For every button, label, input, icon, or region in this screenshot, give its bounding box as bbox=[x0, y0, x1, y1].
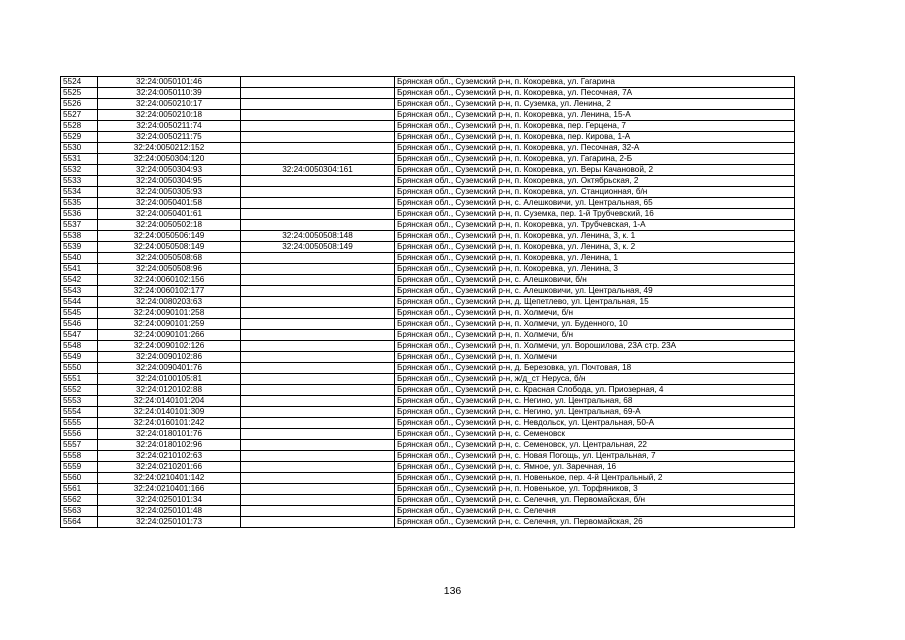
address-cell: Брянская обл., Суземский р-н, д. Щепетлево, ул. Центральная, 15 bbox=[395, 297, 795, 308]
table-row bbox=[61, 121, 795, 132]
address-cell: Брянская обл., Суземский р-н, с. Негино, ул. Центральная, 68 bbox=[395, 396, 795, 407]
address-cell: Брянская обл., Суземский р-н, п. Кокоревка, ул. Станционная, б/н bbox=[395, 187, 795, 198]
address-cell: Брянская обл., Суземский р-н, д. Березовка, ул. Почтовая, 18 bbox=[395, 363, 795, 374]
cadastral-number-cell: 32:24:0050508:96 bbox=[98, 264, 241, 275]
table-row bbox=[61, 506, 795, 517]
row-number-cell: 5538 bbox=[61, 231, 98, 242]
row-number-cell: 5537 bbox=[61, 220, 98, 231]
address-cell: Брянская обл., Суземский р-н, п. Холмечи, б/н bbox=[395, 308, 795, 319]
address-cell: Брянская обл., Суземский р-н, п. Кокоревка, ул. Октябрьская, 2 bbox=[395, 176, 795, 187]
cadastral-number-cell: 32:24:0050304:93 bbox=[98, 165, 241, 176]
address-cell: Брянская обл., Суземский р-н, с. Селечня, ул. Первомайская, б/н bbox=[395, 495, 795, 506]
table-row bbox=[61, 374, 795, 385]
registry-table bbox=[60, 76, 795, 528]
cadastral-number-cell: 32:24:0180101:76 bbox=[98, 429, 241, 440]
cadastral-number-cell: 32:24:0050506:149 bbox=[98, 231, 241, 242]
row-number-cell: 5545 bbox=[61, 308, 98, 319]
row-number-cell: 5553 bbox=[61, 396, 98, 407]
row-number-cell: 5559 bbox=[61, 462, 98, 473]
table-row bbox=[61, 440, 795, 451]
table-row bbox=[61, 319, 795, 330]
cadastral-number-cell: 32:24:0090101:259 bbox=[98, 319, 241, 330]
parent-cadastral-number-cell bbox=[241, 132, 395, 143]
address-cell: Брянская обл., Суземский р-н, п. Кокоревка, ул. Ленина, 3 bbox=[395, 264, 795, 275]
table-row bbox=[61, 264, 795, 275]
parent-cadastral-number-cell: 32:24:0050508:148 bbox=[241, 231, 395, 242]
address-cell: Брянская обл., Суземский р-н, п. Кокоревка, ул. Песочная, 7А bbox=[395, 88, 795, 99]
cadastral-number-cell: 32:24:0210102:63 bbox=[98, 451, 241, 462]
cadastral-number-cell: 32:24:0090102:86 bbox=[98, 352, 241, 363]
parent-cadastral-number-cell bbox=[241, 209, 395, 220]
parent-cadastral-number-cell bbox=[241, 253, 395, 264]
row-number-cell: 5549 bbox=[61, 352, 98, 363]
cadastral-number-cell: 32:24:0210401:142 bbox=[98, 473, 241, 484]
table-row bbox=[61, 242, 795, 253]
cadastral-number-cell: 32:24:0090102:126 bbox=[98, 341, 241, 352]
cadastral-number-cell: 32:24:0140101:204 bbox=[98, 396, 241, 407]
row-number-cell: 5525 bbox=[61, 88, 98, 99]
row-number-cell: 5546 bbox=[61, 319, 98, 330]
cadastral-number-cell: 32:24:0050101:46 bbox=[98, 77, 241, 88]
table-row bbox=[61, 495, 795, 506]
address-cell: Брянская обл., Суземский р-н, п. Холмечи, б/н bbox=[395, 330, 795, 341]
row-number-cell: 5535 bbox=[61, 198, 98, 209]
table-row bbox=[61, 88, 795, 99]
parent-cadastral-number-cell bbox=[241, 363, 395, 374]
parent-cadastral-number-cell bbox=[241, 110, 395, 121]
cadastral-number-cell: 32:24:0050508:68 bbox=[98, 253, 241, 264]
address-cell: Брянская обл., Суземский р-н, п. Холмечи, ул. Буденного, 10 bbox=[395, 319, 795, 330]
parent-cadastral-number-cell bbox=[241, 198, 395, 209]
address-cell: Брянская обл., Суземский р-н, п. Кокоревка, пер. Герцена, 7 bbox=[395, 121, 795, 132]
address-cell: Брянская обл., Суземский р-н, п. Кокоревка, ул. Гагарина, 2-Б bbox=[395, 154, 795, 165]
cadastral-number-cell: 32:24:0050212:152 bbox=[98, 143, 241, 154]
address-cell: Брянская обл., Суземский р-н, п. Кокоревка, пер. Кирова, 1-А bbox=[395, 132, 795, 143]
address-cell: Брянская обл., Суземский р-н, п. Новенькое, ул. Торфяников, 3 bbox=[395, 484, 795, 495]
address-cell: Брянская обл., Суземский р-н, с. Новая Погощь, ул. Центральная, 7 bbox=[395, 451, 795, 462]
table-row bbox=[61, 330, 795, 341]
address-cell: Брянская обл., Суземский р-н, п. Суземка, пер. 1-й Трубчевский, 16 bbox=[395, 209, 795, 220]
row-number-cell: 5524 bbox=[61, 77, 98, 88]
table-row bbox=[61, 110, 795, 121]
parent-cadastral-number-cell bbox=[241, 77, 395, 88]
parent-cadastral-number-cell: 32:24:0050508:149 bbox=[241, 242, 395, 253]
address-cell: Брянская обл., Суземский р-н, п. Кокоревка, ул. Гагарина bbox=[395, 77, 795, 88]
cadastral-number-cell: 32:24:0050110:39 bbox=[98, 88, 241, 99]
cadastral-number-cell: 32:24:0050210:17 bbox=[98, 99, 241, 110]
table-row bbox=[61, 220, 795, 231]
table-row bbox=[61, 198, 795, 209]
row-number-cell: 5533 bbox=[61, 176, 98, 187]
address-cell: Брянская обл., Суземский р-н, п. Кокоревка, ул. Ленина, 1 bbox=[395, 253, 795, 264]
address-cell: Брянская обл., Суземский р-н, с. Алешковичи, ул. Центральная, 65 bbox=[395, 198, 795, 209]
row-number-cell: 5560 bbox=[61, 473, 98, 484]
address-cell: Брянская обл., Суземский р-н, п. Новенькое, пер. 4-й Центральный, 2 bbox=[395, 473, 795, 484]
row-number-cell: 5554 bbox=[61, 407, 98, 418]
cadastral-number-cell: 32:24:0050401:61 bbox=[98, 209, 241, 220]
address-cell: Брянская обл., Суземский р-н, с. Семеновск, ул. Центральная, 22 bbox=[395, 440, 795, 451]
parent-cadastral-number-cell bbox=[241, 286, 395, 297]
address-cell: Брянская обл., Суземский р-н, с. Невдольск, ул. Центральная, 50-А bbox=[395, 418, 795, 429]
parent-cadastral-number-cell bbox=[241, 352, 395, 363]
parent-cadastral-number-cell bbox=[241, 440, 395, 451]
row-number-cell: 5551 bbox=[61, 374, 98, 385]
row-number-cell: 5558 bbox=[61, 451, 98, 462]
table-row bbox=[61, 143, 795, 154]
parent-cadastral-number-cell bbox=[241, 429, 395, 440]
parent-cadastral-number-cell bbox=[241, 264, 395, 275]
table-row bbox=[61, 132, 795, 143]
table-row bbox=[61, 484, 795, 495]
parent-cadastral-number-cell bbox=[241, 495, 395, 506]
row-number-cell: 5539 bbox=[61, 242, 98, 253]
parent-cadastral-number-cell bbox=[241, 330, 395, 341]
row-number-cell: 5557 bbox=[61, 440, 98, 451]
address-cell: Брянская обл., Суземский р-н, с. Негино, ул. Центральная, 69-А bbox=[395, 407, 795, 418]
table-row bbox=[61, 429, 795, 440]
cadastral-number-cell: 32:24:0210201:66 bbox=[98, 462, 241, 473]
table-row bbox=[61, 253, 795, 264]
table-row bbox=[61, 286, 795, 297]
address-cell: Брянская обл., Суземский р-н, п. Холмечи, ул. Ворошилова, 23А стр. 23А bbox=[395, 341, 795, 352]
parent-cadastral-number-cell bbox=[241, 385, 395, 396]
parent-cadastral-number-cell bbox=[241, 484, 395, 495]
table-row bbox=[61, 187, 795, 198]
address-cell: Брянская обл., Суземский р-н, ж/д_ст Неруса, б/н bbox=[395, 374, 795, 385]
parent-cadastral-number-cell bbox=[241, 319, 395, 330]
row-number-cell: 5530 bbox=[61, 143, 98, 154]
address-cell: Брянская обл., Суземский р-н, п. Кокоревка, ул. Ленина, 3, к. 2 bbox=[395, 242, 795, 253]
cadastral-number-cell: 32:24:0100105:81 bbox=[98, 374, 241, 385]
row-number-cell: 5541 bbox=[61, 264, 98, 275]
table-row bbox=[61, 352, 795, 363]
cadastral-number-cell: 32:24:0140101:309 bbox=[98, 407, 241, 418]
row-number-cell: 5542 bbox=[61, 275, 98, 286]
address-cell: Брянская обл., Суземский р-н, с. Селечня bbox=[395, 506, 795, 517]
cadastral-number-cell: 32:24:0050304:95 bbox=[98, 176, 241, 187]
address-cell: Брянская обл., Суземский р-н, п. Кокоревка, ул. Ленина, 15-А bbox=[395, 110, 795, 121]
cadastral-number-cell: 32:24:0060102:156 bbox=[98, 275, 241, 286]
address-cell: Брянская обл., Суземский р-н, с. Семеновск bbox=[395, 429, 795, 440]
table-row bbox=[61, 407, 795, 418]
address-cell: Брянская обл., Суземский р-н, п. Кокоревка, ул. Трубчевская, 1-А bbox=[395, 220, 795, 231]
row-number-cell: 5547 bbox=[61, 330, 98, 341]
table-row bbox=[61, 473, 795, 484]
address-cell: Брянская обл., Суземский р-н, с. Алешковичи, ул. Центральная, 49 bbox=[395, 286, 795, 297]
cadastral-number-cell: 32:24:0050502:18 bbox=[98, 220, 241, 231]
parent-cadastral-number-cell bbox=[241, 176, 395, 187]
parent-cadastral-number-cell bbox=[241, 462, 395, 473]
row-number-cell: 5555 bbox=[61, 418, 98, 429]
table-row bbox=[61, 363, 795, 374]
table-row bbox=[61, 165, 795, 176]
parent-cadastral-number-cell bbox=[241, 143, 395, 154]
table-row bbox=[61, 176, 795, 187]
row-number-cell: 5529 bbox=[61, 132, 98, 143]
row-number-cell: 5548 bbox=[61, 341, 98, 352]
parent-cadastral-number-cell bbox=[241, 341, 395, 352]
row-number-cell: 5556 bbox=[61, 429, 98, 440]
parent-cadastral-number-cell: 32:24:0050304:161 bbox=[241, 165, 395, 176]
parent-cadastral-number-cell bbox=[241, 220, 395, 231]
row-number-cell: 5527 bbox=[61, 110, 98, 121]
address-cell: Брянская обл., Суземский р-н, п. Кокоревка, ул. Ленина, 3, к. 1 bbox=[395, 231, 795, 242]
cadastral-number-cell: 32:24:0050305:93 bbox=[98, 187, 241, 198]
table-row bbox=[61, 297, 795, 308]
parent-cadastral-number-cell bbox=[241, 517, 395, 528]
parent-cadastral-number-cell bbox=[241, 506, 395, 517]
row-number-cell: 5531 bbox=[61, 154, 98, 165]
parent-cadastral-number-cell bbox=[241, 374, 395, 385]
address-cell: Брянская обл., Суземский р-н, п. Кокоревка, ул. Песочная, 32-А bbox=[395, 143, 795, 154]
parent-cadastral-number-cell bbox=[241, 187, 395, 198]
address-cell: Брянская обл., Суземский р-н, п. Суземка, ул. Ленина, 2 bbox=[395, 99, 795, 110]
row-number-cell: 5550 bbox=[61, 363, 98, 374]
address-cell: Брянская обл., Суземский р-н, п. Холмечи bbox=[395, 352, 795, 363]
parent-cadastral-number-cell bbox=[241, 451, 395, 462]
row-number-cell: 5552 bbox=[61, 385, 98, 396]
table-row bbox=[61, 462, 795, 473]
cadastral-number-cell: 32:24:0250101:73 bbox=[98, 517, 241, 528]
cadastral-number-cell: 32:24:0050211:75 bbox=[98, 132, 241, 143]
address-cell: Брянская обл., Суземский р-н, с. Алешковичи, б/н bbox=[395, 275, 795, 286]
table-row bbox=[61, 231, 795, 242]
table-row bbox=[61, 209, 795, 220]
address-cell: Брянская обл., Суземский р-н, с. Селечня, ул. Первомайская, 26 bbox=[395, 517, 795, 528]
cadastral-number-cell: 32:24:0090101:266 bbox=[98, 330, 241, 341]
cadastral-number-cell: 32:24:0250101:48 bbox=[98, 506, 241, 517]
parent-cadastral-number-cell bbox=[241, 99, 395, 110]
cadastral-number-cell: 32:24:0060102:177 bbox=[98, 286, 241, 297]
cadastral-number-cell: 32:24:0090401:76 bbox=[98, 363, 241, 374]
parent-cadastral-number-cell bbox=[241, 88, 395, 99]
table-row bbox=[61, 341, 795, 352]
row-number-cell: 5534 bbox=[61, 187, 98, 198]
address-cell: Брянская обл., Суземский р-н, с. Ямное, ул. Заречная, 16 bbox=[395, 462, 795, 473]
cadastral-number-cell: 32:24:0050401:58 bbox=[98, 198, 241, 209]
cadastral-number-cell: 32:24:0090101:258 bbox=[98, 308, 241, 319]
table-row bbox=[61, 77, 795, 88]
table-row bbox=[61, 517, 795, 528]
address-cell: Брянская обл., Суземский р-н, с. Красная Слобода, ул. Приозерная, 4 bbox=[395, 385, 795, 396]
row-number-cell: 5536 bbox=[61, 209, 98, 220]
parent-cadastral-number-cell bbox=[241, 396, 395, 407]
parent-cadastral-number-cell bbox=[241, 154, 395, 165]
row-number-cell: 5540 bbox=[61, 253, 98, 264]
table-row bbox=[61, 154, 795, 165]
table-row bbox=[61, 396, 795, 407]
table-row bbox=[61, 99, 795, 110]
table-row bbox=[61, 418, 795, 429]
cadastral-number-cell: 32:24:0050211:74 bbox=[98, 121, 241, 132]
cadastral-number-cell: 32:24:0120102:88 bbox=[98, 385, 241, 396]
table-row bbox=[61, 385, 795, 396]
address-cell: Брянская обл., Суземский р-н, п. Кокоревка, ул. Веры Качановой, 2 bbox=[395, 165, 795, 176]
parent-cadastral-number-cell bbox=[241, 473, 395, 484]
parent-cadastral-number-cell bbox=[241, 297, 395, 308]
row-number-cell: 5532 bbox=[61, 165, 98, 176]
row-number-cell: 5562 bbox=[61, 495, 98, 506]
row-number-cell: 5544 bbox=[61, 297, 98, 308]
page-number: 136 bbox=[443, 585, 462, 597]
cadastral-number-cell: 32:24:0160101:242 bbox=[98, 418, 241, 429]
parent-cadastral-number-cell bbox=[241, 275, 395, 286]
cadastral-number-cell: 32:24:0050304:120 bbox=[98, 154, 241, 165]
cadastral-number-cell: 32:24:0080203:63 bbox=[98, 297, 241, 308]
parent-cadastral-number-cell bbox=[241, 121, 395, 132]
cadastral-number-cell: 32:24:0180102:96 bbox=[98, 440, 241, 451]
row-number-cell: 5564 bbox=[61, 517, 98, 528]
parent-cadastral-number-cell bbox=[241, 407, 395, 418]
parent-cadastral-number-cell bbox=[241, 418, 395, 429]
table-row bbox=[61, 275, 795, 286]
cadastral-number-cell: 32:24:0050508:149 bbox=[98, 242, 241, 253]
row-number-cell: 5543 bbox=[61, 286, 98, 297]
table-row bbox=[61, 451, 795, 462]
row-number-cell: 5563 bbox=[61, 506, 98, 517]
cadastral-number-cell: 32:24:0050210:18 bbox=[98, 110, 241, 121]
row-number-cell: 5528 bbox=[61, 121, 98, 132]
row-number-cell: 5561 bbox=[61, 484, 98, 495]
table-row bbox=[61, 308, 795, 319]
cadastral-number-cell: 32:24:0210401:166 bbox=[98, 484, 241, 495]
row-number-cell: 5526 bbox=[61, 99, 98, 110]
parent-cadastral-number-cell bbox=[241, 308, 395, 319]
cadastral-number-cell: 32:24:0250101:34 bbox=[98, 495, 241, 506]
registry-table-body bbox=[61, 77, 795, 528]
